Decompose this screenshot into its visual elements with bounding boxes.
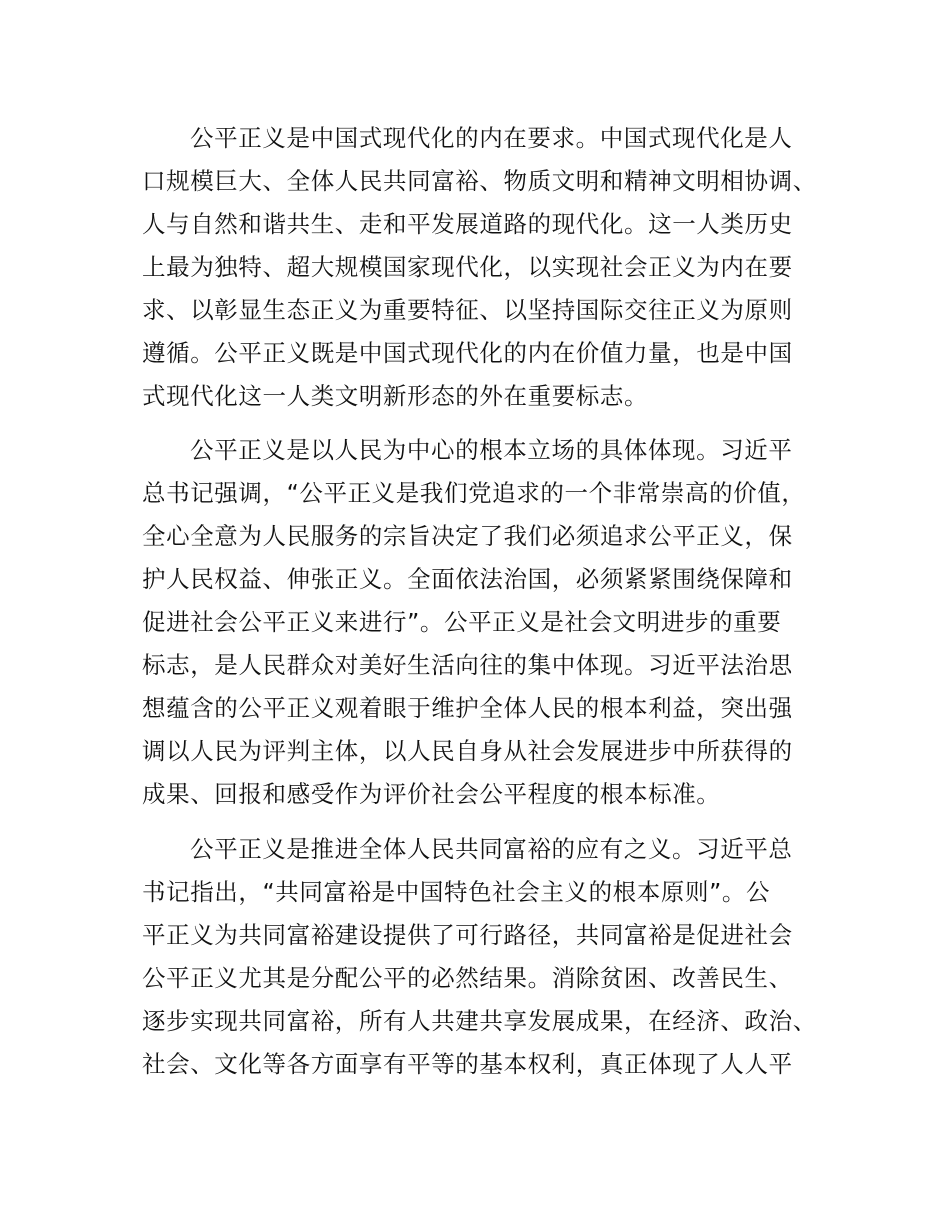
paragraph-2 bbox=[142, 429, 862, 816]
text-line: 人与自然和谐共生、走和平发展道路的现代化。这一人类历史 bbox=[142, 210, 793, 238]
text-line: 求、以彰显生态正义为重要特征、以坚持国际交往正义为原则 bbox=[142, 296, 793, 324]
text-line: 书记指出，“共同富裕是中国特色社会主义的根本原则”。公 bbox=[142, 878, 771, 906]
text-line: 平正义为共同富裕建设提供了可行路径，共同富裕是促进社会 bbox=[142, 921, 793, 949]
text-line: 想蕴含的公平正义观着眼于维护全体人民的根本利益，突出强 bbox=[142, 694, 793, 722]
text-line: 遵循。公平正义既是中国式现代化的内在价值力量，也是中国 bbox=[142, 339, 793, 367]
text-line: 公平正义是中国式现代化的内在要求。中国式现代化是人 bbox=[190, 124, 793, 152]
text-line: 总书记强调，“公平正义是我们党追求的一个非常崇高的价值， bbox=[142, 479, 806, 507]
text-line: 护人民权益、伸张正义。全面依法治国，必须紧紧围绕保障和 bbox=[142, 565, 793, 593]
paragraph-1 bbox=[142, 117, 862, 418]
text-line: 式现代化这一人类文明新形态的外在重要标志。 bbox=[142, 382, 649, 410]
text-line: 公平正义是推进全体人民共同富裕的应有之义。习近平总 bbox=[190, 835, 793, 863]
text-line: 成果、回报和感受作为评价社会公平程度的根本标准。 bbox=[142, 780, 721, 808]
text-line: 口规模巨大、全体人民共同富裕、物质文明和精神文明相协调、 bbox=[142, 167, 817, 195]
text-line: 逐步实现共同富裕，所有人共建共享发展成果，在经济、政治、 bbox=[142, 1007, 817, 1035]
text-line: 社会、文化等各方面享有平等的基本权利，真正体现了人人平 bbox=[142, 1050, 793, 1078]
text-line: 上最为独特、超大规模国家现代化，以实现社会正义为内在要 bbox=[142, 253, 793, 281]
text-line: 促进社会公平正义来进行”。公平正义是社会文明进步的重要 bbox=[142, 608, 782, 636]
text-line: 调以人民为评判主体，以人民自身从社会发展进步中所获得的 bbox=[142, 737, 793, 765]
paragraph-3 bbox=[142, 828, 862, 1086]
text-line: 全心全意为人民服务的宗旨决定了我们必须追求公平正义，保 bbox=[142, 522, 793, 550]
text-line: 公平正义尤其是分配公平的必然结果。消除贫困、改善民生、 bbox=[142, 964, 793, 992]
text-line: 标志，是人民群众对美好生活向往的集中体现。习近平法治思 bbox=[142, 651, 793, 679]
text-line: 公平正义是以人民为中心的根本立场的具体体现。习近平 bbox=[190, 436, 793, 464]
